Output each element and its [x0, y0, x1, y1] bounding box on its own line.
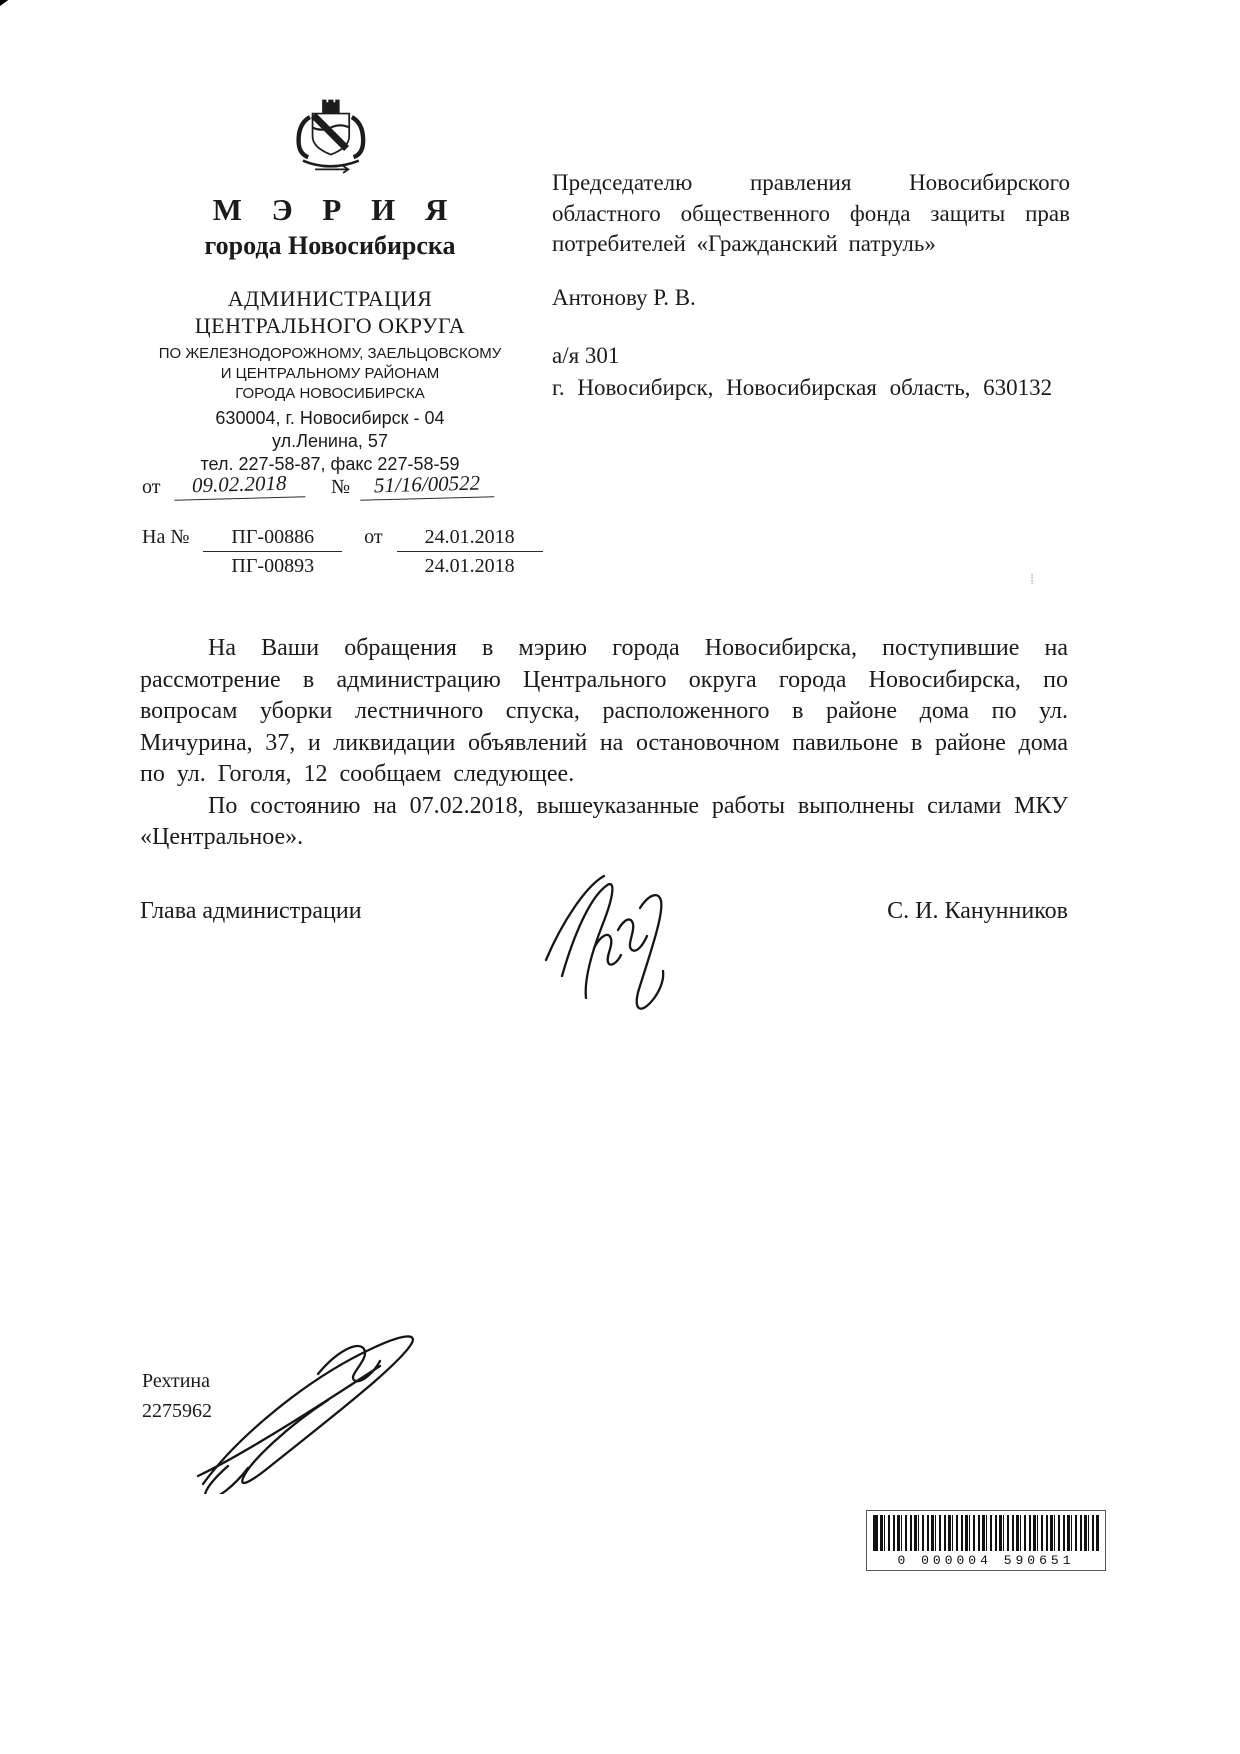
scan-artifact-corner	[0, 0, 31, 7]
dept-line2: ЦЕНТРАЛЬНОГО ОКРУГА	[194, 313, 466, 338]
incoming-number-2: ПГ-00893	[231, 555, 315, 577]
reply-from-label: от	[364, 526, 383, 548]
postal-address-line: 630004, г. Новосибирск - 04	[215, 408, 445, 428]
letterhead	[128, 94, 532, 476]
recipient-name: Антонову Р. В.	[552, 284, 696, 310]
incoming-numbers	[203, 526, 342, 578]
novosibirsk-emblem-icon	[282, 94, 378, 182]
executor-name: Рехтина	[142, 1370, 210, 1392]
barcode-bars-icon	[873, 1515, 1099, 1551]
outgoing-ref-row	[142, 472, 582, 499]
executor-phone: 2275962	[142, 1400, 212, 1422]
barcode-digits: 0 000004 590651	[897, 1553, 1075, 1568]
dept-districts-line1: ПО ЖЕЛЕЗНОДОРОЖНОМУ, ЗАЕЛЬЦОВСКОМУ	[158, 345, 502, 362]
number-label: №	[330, 476, 351, 498]
incoming-number-1: ПГ-00886	[203, 526, 342, 552]
outgoing-number-handwritten: 51/16/00522	[360, 470, 495, 501]
kanunnikov-signature-icon	[528, 864, 718, 1024]
from-label: от	[142, 476, 161, 498]
incoming-date-2: 24.01.2018	[424, 555, 515, 577]
incoming-ref-row	[142, 526, 582, 578]
outgoing-date-handwritten: 09.02.2018	[174, 470, 305, 500]
dept-districts-line3: ГОРОДА НОВОСИБИРСКА	[235, 385, 425, 402]
recipient-po-box: а/я 301	[552, 343, 620, 368]
scan-artifact-dots: ⁞	[1030, 572, 1036, 588]
recipient-position: Председателю правления Новосибирского областного общественного фонда защиты прав потребителей «Гражданский патруль»	[552, 170, 1070, 256]
recipient-address: г. Новосибирск, Новосибирская область, 630132	[552, 374, 1053, 400]
incoming-date-1: 24.01.2018	[397, 526, 543, 552]
executor-signature-icon	[168, 1316, 468, 1494]
org-name-line2: города Новосибирска	[204, 231, 456, 260]
street-address-line: ул.Ленина, 57	[272, 431, 388, 451]
body-paragraph-1: На Ваши обращения в мэрию города Новосибирска, поступившие на рассмотрение в администрацию Центрального округа города Новосибирска, по вопросам уборки лестничного спуска, расположенного в районе дома по ул. Мичурина, 37, и ликвидации объявлений на остановочном павильоне в районе дома по ул. Гоголя, 12 сообщаем следующее.	[140, 635, 1068, 787]
barcode	[866, 1510, 1106, 1571]
org-name-line1: М Э Р И Я	[212, 192, 459, 227]
incoming-dates	[397, 526, 543, 578]
signer-title: Глава администрации	[140, 898, 362, 924]
body-paragraph-2: По состоянию на 07.02.2018, вышеуказанные работы выполнены силами МКУ «Центральное».	[140, 792, 1068, 850]
reply-label: На №	[142, 526, 190, 548]
signer-name: С. И. Канунников	[887, 898, 1068, 924]
recipient-block	[552, 168, 1070, 403]
dept-line1: АДМИНИСТРАЦИЯ	[227, 286, 433, 311]
reference-block	[142, 472, 582, 578]
letter-body	[140, 633, 1068, 854]
dept-districts-line2: И ЦЕНТРАЛЬНОМУ РАЙОНАМ	[220, 365, 440, 382]
phone-fax-line: тел. 227-58-87, факс 227-58-59	[200, 454, 460, 474]
